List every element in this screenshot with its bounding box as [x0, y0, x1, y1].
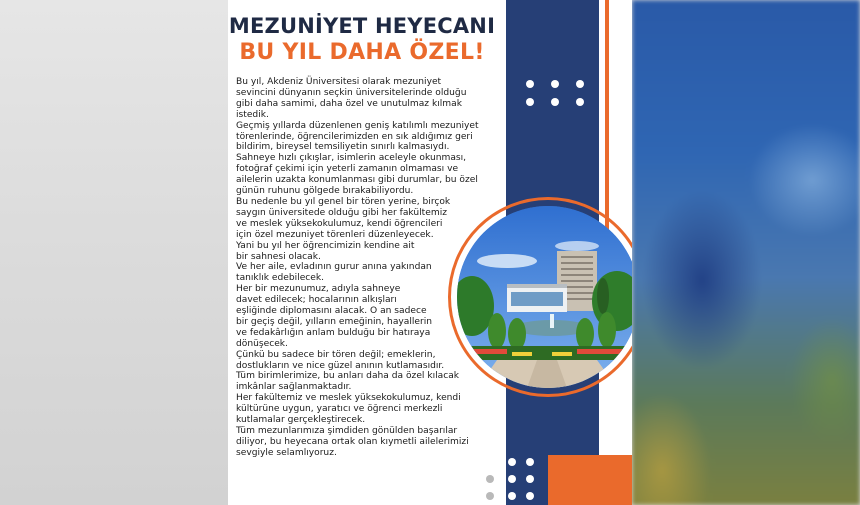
- dot-decoration: [576, 98, 584, 106]
- dot-decoration: [526, 98, 534, 106]
- campus-photo: [457, 206, 632, 388]
- dot-grid-top: [526, 80, 586, 110]
- dot-decoration: [508, 458, 516, 466]
- dot-decoration: [551, 98, 559, 106]
- dot-decoration: [551, 80, 559, 88]
- poster-title: MEZUNİYET HEYECANI: [228, 14, 496, 38]
- dot-decoration: [526, 458, 534, 466]
- dot-decoration: [526, 80, 534, 88]
- blurred-background-right: [632, 0, 860, 505]
- dot-decoration: [486, 492, 494, 500]
- dot-decoration: [526, 475, 534, 483]
- blurred-background-left: [0, 0, 228, 505]
- dot-grid-bottom: [486, 455, 536, 505]
- dot-decoration: [508, 475, 516, 483]
- campus-illustration: [457, 206, 632, 388]
- poster-subtitle: BU YIL DAHA ÖZEL!: [239, 40, 485, 65]
- poster-body-text: Bu yıl, Akdeniz Üniversitesi olarak mezuniyet sevincini dünyanın seçkin üniversitelerinde olduğu gibi daha samimi, daha özel ve unutulmaz kılmak istedik. Geçmiş yıllarda düzenlenen geniş katılımlı mezuniyet törenlerinde, öğrencilerimizden en sık aldığımız geri bildirim, bireysel temsiliyetin sınırlı kalmasıydı. Sahneye hızlı çıkışlar, isimlerin aceleyle okunması, fotoğraf çekimi için yeterli zamanın olmaması ve ailelerin uzakta konumlanması gibi durumlar, bu özel günün ruhunu gölgede bırakabiliyordu. Bu nedenle bu yıl genel bir tören yerine, birçok saygın üniversitede olduğu gibi her fakültemiz ve meslek yüksekokulumuz, kendi öğrencileri için özel mezuniyet törenleri düzenleyecek. Yani bu yıl her öğrencimizin kendine ait bir sahnesi olacak. Ve her aile, evladının gurur anına yakından tanıklık edebilecek. Her bir mezunumuz, adıyla sahneye davet edilecek; hocalarının alkışları eşliğinde diplomasını alacak. O an sadece bir geçiş değil, yılların emeğinin, hayallerin ve fedakârlığın anlam bulduğu bir hatıraya dönüşecek. Çünkü bu sadece bir tören değil; emeklerin, dostlukların ve nice güzel anının kutlamasıdır. Tüm birimlerimize, bu anları daha da özel kılacak imkânlar sağlanmaktadır. Her fakültemiz ve meslek yüksekokulumuz, kendi kültürüne uygun, yaratıcı ve öğrenci merkezli kutlamalar gerçekleştirecek. Tüm mezunlarımıza şimdiden gönülden başarılar diliyor, bu heyecana ortak olan kıymetli ailelerimizi sevgiyle selamlıyoruz.: [236, 77, 479, 458]
- dot-decoration: [526, 492, 534, 500]
- orange-accent-block: [548, 455, 632, 505]
- announcement-poster: [228, 0, 632, 505]
- dot-decoration: [486, 475, 494, 483]
- dot-decoration: [508, 492, 516, 500]
- dot-decoration: [576, 80, 584, 88]
